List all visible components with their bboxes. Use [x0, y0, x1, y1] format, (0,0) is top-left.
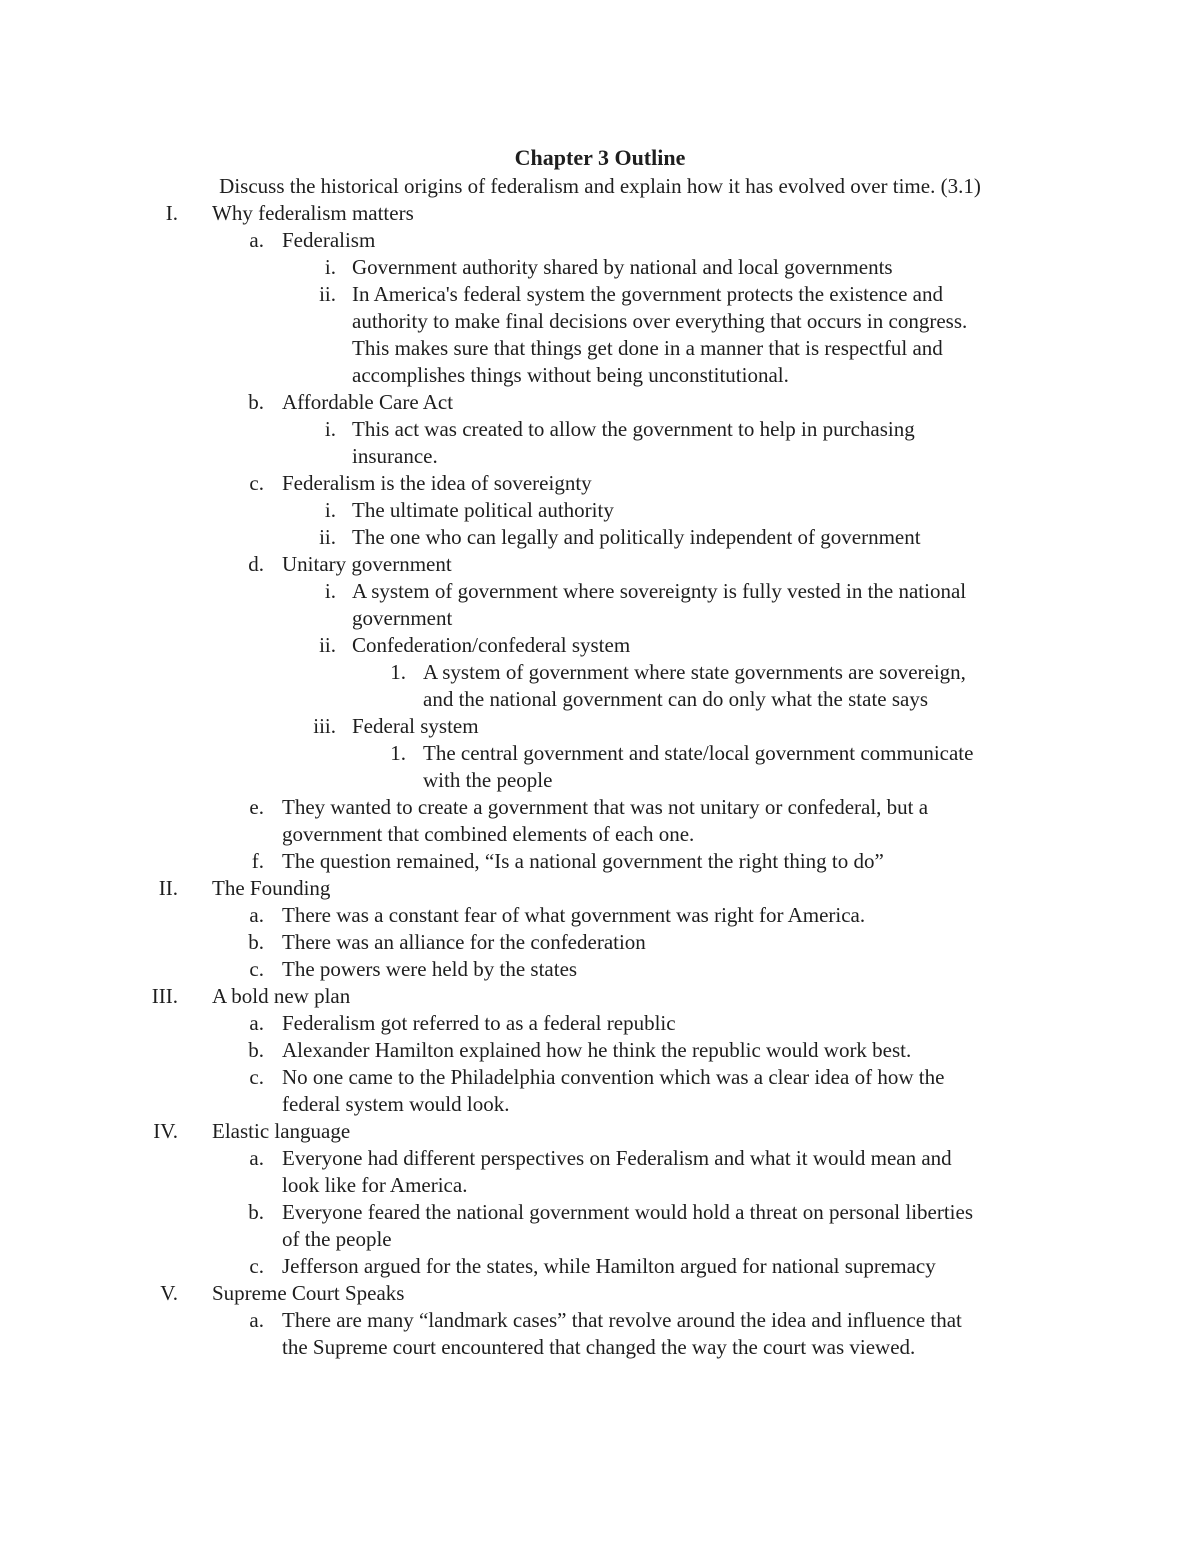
outline-text: There was an alliance for the confederation — [282, 930, 646, 954]
outline-marker: f. — [251, 849, 264, 873]
outline-marker: c. — [249, 471, 264, 495]
outline-marker: 1. — [390, 660, 406, 684]
outline-text: Federal system — [352, 714, 479, 738]
outline-marker: 1. — [390, 741, 406, 765]
outline-text: Why federalism matters — [212, 201, 414, 225]
outline-item-level-2 — [0, 821, 1200, 848]
outline-item-level-3 — [0, 578, 1200, 605]
outline-item-level-2 — [0, 1199, 1200, 1226]
outline-text: The central government and state/local government communicate — [423, 741, 974, 765]
outline-text: There are many “landmark cases” that revolve around the idea and influence that — [282, 1308, 962, 1332]
outline-item-level-2 — [0, 794, 1200, 821]
outline-marker: a. — [249, 1308, 264, 1332]
outline-marker: c. — [249, 1254, 264, 1278]
outline-text: Everyone feared the national government would hold a threat on personal liberties — [282, 1200, 974, 1224]
outline-text: A system of government where sovereignty is fully vested in the national — [352, 579, 967, 603]
outline-item-level-2 — [0, 1334, 1200, 1361]
outline-marker: III. — [151, 984, 178, 1008]
outline-item-level-4 — [0, 740, 1200, 767]
outline-marker: i. — [324, 579, 336, 603]
outline-marker: b. — [248, 1038, 264, 1062]
outline-item-level-3 — [0, 362, 1200, 389]
outline-text: The question remained, “Is a national government the right thing to do” — [282, 849, 884, 873]
outline-marker: ii. — [319, 282, 336, 306]
outline-marker: a. — [249, 228, 264, 252]
outline-marker: i. — [324, 255, 336, 279]
outline-text: federal system would look. — [282, 1092, 510, 1116]
outline-text: Unitary government — [282, 552, 452, 576]
outline-item-level-3 — [0, 254, 1200, 281]
outline-text: Elastic language — [212, 1119, 351, 1143]
outline-list — [0, 200, 1200, 1361]
outline-marker: i. — [324, 498, 336, 522]
outline-item-level-2 — [0, 1172, 1200, 1199]
outline-text: government that combined elements of each one. — [282, 822, 695, 846]
outline-marker: ii. — [319, 633, 336, 657]
outline-item-level-2 — [0, 1037, 1200, 1064]
outline-marker: a. — [249, 903, 264, 927]
outline-text: Federalism is the idea of sovereignty — [282, 471, 592, 495]
outline-item-level-3 — [0, 632, 1200, 659]
outline-marker: b. — [248, 390, 264, 414]
outline-text: Federalism — [282, 228, 376, 252]
outline-text: Confederation/confederal system — [352, 633, 631, 657]
outline-text: There was a constant fear of what government was right for America. — [282, 903, 866, 927]
outline-item-level-2 — [0, 1010, 1200, 1037]
outline-text: The powers were held by the states — [282, 957, 578, 981]
outline-marker: IV. — [153, 1119, 178, 1143]
outline-marker: iii. — [313, 714, 336, 738]
outline-text: with the people — [423, 768, 553, 792]
outline-text: Jefferson argued for the states, while Hamilton argued for national supremacy — [282, 1254, 936, 1278]
outline-item-level-2 — [0, 551, 1200, 578]
outline-text: government — [352, 606, 453, 630]
outline-item-level-2 — [0, 902, 1200, 929]
outline-item-level-1 — [0, 983, 1200, 1010]
outline-marker: I. — [165, 201, 178, 225]
outline-text: The ultimate political authority — [352, 498, 614, 522]
outline-marker: e. — [249, 795, 264, 819]
document-subtitle: Discuss the historical origins of federalism and explain how it has evolved over time. (3.1) — [219, 174, 981, 198]
outline-text: The one who can legally and politically independent of government — [352, 525, 921, 549]
outline-item-level-3 — [0, 416, 1200, 443]
outline-text: insurance. — [352, 444, 438, 468]
outline-marker: b. — [248, 1200, 264, 1224]
outline-marker: d. — [248, 552, 264, 576]
outline-item-level-3 — [0, 497, 1200, 524]
outline-item-level-1 — [0, 875, 1200, 902]
outline-text: authority to make final decisions over everything that occurs in congress. — [352, 309, 968, 333]
outline-item-level-2 — [0, 1064, 1200, 1091]
outline-marker: a. — [249, 1146, 264, 1170]
outline-marker: ii. — [319, 525, 336, 549]
outline-item-level-2 — [0, 470, 1200, 497]
outline-item-level-2 — [0, 1226, 1200, 1253]
outline-text: They wanted to create a government that was not unitary or confederal, but a — [282, 795, 929, 819]
outline-marker: c. — [249, 1065, 264, 1089]
outline-marker: c. — [249, 957, 264, 981]
outline-item-level-2 — [0, 389, 1200, 416]
outline-item-level-3 — [0, 605, 1200, 632]
outline-item-level-2 — [0, 956, 1200, 983]
document-title: Chapter 3 Outline — [514, 145, 686, 170]
outline-item-level-2 — [0, 1091, 1200, 1118]
outline-item-level-1 — [0, 200, 1200, 227]
outline-text: look like for America. — [282, 1173, 468, 1197]
outline-text: of the people — [282, 1227, 392, 1251]
outline-text: Supreme Court Speaks — [212, 1281, 405, 1305]
outline-item-level-3 — [0, 524, 1200, 551]
outline-text: Government authority shared by national and local governments — [352, 255, 893, 279]
outline-item-level-3 — [0, 335, 1200, 362]
outline-text: and the national government can do only what the state says — [423, 687, 929, 711]
outline-item-level-3 — [0, 713, 1200, 740]
outline-item-level-4 — [0, 767, 1200, 794]
outline-text: This makes sure that things get done in a manner that is respectful and — [352, 336, 943, 360]
outline-text: accomplishes things without being unconstitutional. — [352, 363, 789, 387]
outline-text: the Supreme court encountered that changed the way the court was viewed. — [282, 1335, 916, 1359]
outline-text: Federalism got referred to as a federal republic — [282, 1011, 676, 1035]
outline-item-level-4 — [0, 686, 1200, 713]
outline-text: This act was created to allow the government to help in purchasing — [352, 417, 915, 441]
outline-item-level-1 — [0, 1280, 1200, 1307]
outline-text: A system of government where state governments are sovereign, — [423, 660, 966, 684]
outline-item-level-2 — [0, 929, 1200, 956]
outline-marker: b. — [248, 930, 264, 954]
outline-item-level-2 — [0, 1145, 1200, 1172]
outline-item-level-3 — [0, 281, 1200, 308]
outline-item-level-2 — [0, 227, 1200, 254]
outline-text: In America's federal system the government protects the existence and — [352, 282, 943, 306]
outline-item-level-3 — [0, 443, 1200, 470]
outline-item-level-3 — [0, 308, 1200, 335]
outline-item-level-2 — [0, 1253, 1200, 1280]
outline-item-level-2 — [0, 1307, 1200, 1334]
outline-marker: II. — [158, 876, 178, 900]
outline-text: No one came to the Philadelphia convention which was a clear idea of how the — [282, 1065, 945, 1089]
outline-marker: i. — [324, 417, 336, 441]
outline-item-level-2 — [0, 848, 1200, 875]
outline-text: Everyone had different perspectives on Federalism and what it would mean and — [282, 1146, 952, 1170]
outline-text: The Founding — [212, 876, 331, 900]
outline-marker: a. — [249, 1011, 264, 1035]
outline-text: Affordable Care Act — [282, 390, 454, 414]
outline-item-level-1 — [0, 1118, 1200, 1145]
outline-item-level-4 — [0, 659, 1200, 686]
outline-text: A bold new plan — [212, 984, 351, 1008]
outline-marker: V. — [160, 1281, 178, 1305]
outline-text: Alexander Hamilton explained how he think the republic would work best. — [282, 1038, 912, 1062]
